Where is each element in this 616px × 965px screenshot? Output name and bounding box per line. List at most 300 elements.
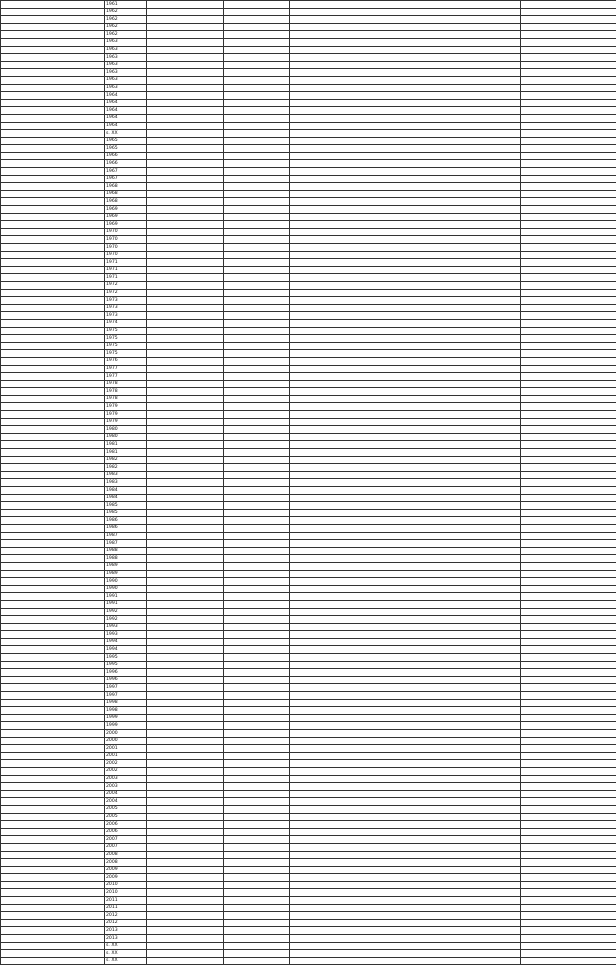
cell-series: [224, 730, 290, 738]
cell-date: 1964: [105, 92, 147, 100]
cell-title: [290, 843, 521, 851]
cell-author: [1, 380, 105, 388]
cell-author: [1, 228, 105, 236]
cell-series: [224, 236, 290, 244]
cell-series: [224, 145, 290, 153]
cell-location: [521, 289, 616, 297]
table-row: [1, 805, 616, 813]
cell-location: [521, 426, 616, 434]
cell-location: [521, 175, 616, 183]
cell-series: [224, 395, 290, 403]
cell-date: 2007: [105, 836, 147, 844]
cell-collection: [147, 578, 224, 586]
cell-collection: [147, 160, 224, 168]
cell-date: 1971: [105, 259, 147, 267]
cell-location: [521, 638, 616, 646]
cell-date: 2001: [105, 745, 147, 753]
cell-location: [521, 281, 616, 289]
table-row: [1, 661, 616, 669]
cell-collection: [147, 471, 224, 479]
cell-date: 2005: [105, 813, 147, 821]
cell-collection: [147, 517, 224, 525]
cell-location: [521, 843, 616, 851]
table-row: [1, 502, 616, 510]
table-row: [1, 479, 616, 487]
cell-title: [290, 137, 521, 145]
cell-date: 1964: [105, 99, 147, 107]
cell-date: 1991: [105, 593, 147, 601]
cell-collection: [147, 418, 224, 426]
cell-author: [1, 198, 105, 206]
cell-author: [1, 365, 105, 373]
cell-location: [521, 38, 616, 46]
cell-collection: [147, 31, 224, 39]
cell-collection: [147, 798, 224, 806]
cell-author: [1, 737, 105, 745]
cell-series: [224, 441, 290, 449]
cell-author: [1, 471, 105, 479]
cell-author: [1, 449, 105, 457]
cell-collection: [147, 388, 224, 396]
cell-date: 1996: [105, 676, 147, 684]
cell-series: [224, 38, 290, 46]
cell-location: [521, 342, 616, 350]
cell-location: [521, 730, 616, 738]
cell-location: [521, 327, 616, 335]
cell-author: [1, 745, 105, 753]
cell-series: [224, 312, 290, 320]
cell-series: [224, 919, 290, 927]
cell-location: [521, 661, 616, 669]
cell-title: [290, 524, 521, 532]
cell-location: [521, 509, 616, 517]
cell-collection: [147, 494, 224, 502]
cell-series: [224, 319, 290, 327]
cell-author: [1, 570, 105, 578]
cell-collection: [147, 365, 224, 373]
cell-author: [1, 76, 105, 84]
cell-series: [224, 23, 290, 31]
cell-author: [1, 464, 105, 472]
cell-location: [521, 790, 616, 798]
cell-author: [1, 881, 105, 889]
cell-location: [521, 1, 616, 9]
cell-collection: [147, 145, 224, 153]
cell-collection: [147, 130, 224, 138]
table-row: [1, 23, 616, 31]
cell-series: [224, 578, 290, 586]
table-row: [1, 312, 616, 320]
cell-location: [521, 532, 616, 540]
cell-collection: [147, 669, 224, 677]
cell-title: [290, 297, 521, 305]
table-row: [1, 168, 616, 176]
cell-author: [1, 38, 105, 46]
cell-series: [224, 206, 290, 214]
table-row: [1, 289, 616, 297]
cell-location: [521, 570, 616, 578]
cell-location: [521, 206, 616, 214]
table-row: [1, 319, 616, 327]
table-row: [1, 380, 616, 388]
cell-author: [1, 752, 105, 760]
cell-date: 1981: [105, 449, 147, 457]
cell-collection: [147, 836, 224, 844]
cell-date: 1985: [105, 502, 147, 510]
cell-location: [521, 889, 616, 897]
cell-date: 2013: [105, 927, 147, 935]
cell-title: [290, 942, 521, 950]
cell-collection: [147, 790, 224, 798]
cell-collection: [147, 631, 224, 639]
cell-collection: [147, 251, 224, 259]
cell-location: [521, 130, 616, 138]
cell-location: [521, 904, 616, 912]
cell-location: [521, 198, 616, 206]
cell-date: 1997: [105, 692, 147, 700]
cell-collection: [147, 395, 224, 403]
cell-date: 1993: [105, 631, 147, 639]
cell-date: 1969: [105, 206, 147, 214]
cell-series: [224, 92, 290, 100]
cell-collection: [147, 426, 224, 434]
cell-series: [224, 532, 290, 540]
cell-date: 2002: [105, 760, 147, 768]
cell-author: [1, 897, 105, 905]
cell-date: 1992: [105, 616, 147, 624]
table-row: [1, 578, 616, 586]
cell-collection: [147, 236, 224, 244]
cell-title: [290, 373, 521, 381]
cell-author: [1, 904, 105, 912]
cell-date: 1969: [105, 221, 147, 229]
cell-date: 1963: [105, 61, 147, 69]
cell-author: [1, 441, 105, 449]
cell-location: [521, 312, 616, 320]
table-row: [1, 669, 616, 677]
cell-author: [1, 866, 105, 874]
table-row: [1, 464, 616, 472]
cell-series: [224, 600, 290, 608]
cell-author: [1, 843, 105, 851]
table-row: [1, 76, 616, 84]
table-row: [1, 745, 616, 753]
cell-location: [521, 380, 616, 388]
cell-collection: [147, 646, 224, 654]
cell-collection: [147, 813, 224, 821]
cell-collection: [147, 54, 224, 62]
cell-author: [1, 433, 105, 441]
cell-series: [224, 813, 290, 821]
cell-title: [290, 99, 521, 107]
cell-title: [290, 289, 521, 297]
cell-date: 1997: [105, 684, 147, 692]
cell-collection: [147, 38, 224, 46]
cell-collection: [147, 297, 224, 305]
cell-date: 1975: [105, 350, 147, 358]
cell-author: [1, 532, 105, 540]
cell-series: [224, 335, 290, 343]
cell-author: [1, 730, 105, 738]
table-row: [1, 616, 616, 624]
cell-series: [224, 228, 290, 236]
cell-series: [224, 190, 290, 198]
cell-location: [521, 395, 616, 403]
cell-date: 1961: [105, 1, 147, 9]
cell-title: [290, 646, 521, 654]
cell-date: 1968: [105, 190, 147, 198]
cell-collection: [147, 950, 224, 958]
cell-author: [1, 935, 105, 943]
cell-series: [224, 714, 290, 722]
table-row: [1, 767, 616, 775]
cell-location: [521, 335, 616, 343]
cell-date: 1974: [105, 319, 147, 327]
cell-collection: [147, 638, 224, 646]
table-row: [1, 31, 616, 39]
cell-title: [290, 927, 521, 935]
cell-series: [224, 616, 290, 624]
cell-author: [1, 555, 105, 563]
cell-collection: [147, 456, 224, 464]
cell-title: [290, 494, 521, 502]
cell-author: [1, 183, 105, 191]
cell-series: [224, 76, 290, 84]
cell-collection: [147, 654, 224, 662]
cell-author: [1, 874, 105, 882]
cell-author: [1, 84, 105, 92]
cell-author: [1, 547, 105, 555]
cell-series: [224, 99, 290, 107]
cell-collection: [147, 889, 224, 897]
table-row: [1, 266, 616, 274]
cell-collection: [147, 730, 224, 738]
table-row: [1, 122, 616, 130]
cell-series: [224, 487, 290, 495]
cell-title: [290, 403, 521, 411]
cell-collection: [147, 380, 224, 388]
cell-author: [1, 114, 105, 122]
cell-location: [521, 517, 616, 525]
table-row: [1, 198, 616, 206]
cell-series: [224, 935, 290, 943]
cell-location: [521, 593, 616, 601]
cell-title: [290, 502, 521, 510]
cell-series: [224, 266, 290, 274]
cell-series: [224, 547, 290, 555]
cell-series: [224, 623, 290, 631]
table-row: [1, 935, 616, 943]
cell-collection: [147, 487, 224, 495]
cell-series: [224, 927, 290, 935]
cell-collection: [147, 904, 224, 912]
table-row: [1, 411, 616, 419]
cell-author: [1, 646, 105, 654]
table-body: [1, 1, 616, 965]
cell-series: [224, 874, 290, 882]
cell-date: 1963: [105, 84, 147, 92]
cell-date: 1986: [105, 524, 147, 532]
cell-collection: [147, 99, 224, 107]
cell-location: [521, 692, 616, 700]
cell-title: [290, 221, 521, 229]
cell-collection: [147, 449, 224, 457]
table-row: [1, 38, 616, 46]
cell-series: [224, 745, 290, 753]
cell-author: [1, 16, 105, 24]
cell-title: [290, 509, 521, 517]
table-row: [1, 775, 616, 783]
cell-series: [224, 175, 290, 183]
table-row: [1, 881, 616, 889]
cell-collection: [147, 881, 224, 889]
cell-date: 2011: [105, 897, 147, 905]
cell-series: [224, 881, 290, 889]
cell-author: [1, 319, 105, 327]
cell-collection: [147, 175, 224, 183]
cell-series: [224, 555, 290, 563]
cell-collection: [147, 213, 224, 221]
cell-author: [1, 266, 105, 274]
table-row: [1, 798, 616, 806]
cell-collection: [147, 357, 224, 365]
cell-series: [224, 859, 290, 867]
cell-author: [1, 616, 105, 624]
cell-series: [224, 426, 290, 434]
cell-collection: [147, 866, 224, 874]
cell-title: [290, 426, 521, 434]
cell-title: [290, 532, 521, 540]
cell-title: [290, 1, 521, 9]
cell-collection: [147, 137, 224, 145]
cell-author: [1, 798, 105, 806]
table-row: [1, 570, 616, 578]
cell-series: [224, 828, 290, 836]
cell-series: [224, 608, 290, 616]
cell-date: s. XX: [105, 130, 147, 138]
table-row: [1, 555, 616, 563]
table-row: [1, 69, 616, 77]
cell-date: 1979: [105, 418, 147, 426]
cell-series: [224, 160, 290, 168]
cell-series: [224, 251, 290, 259]
cell-author: [1, 130, 105, 138]
cell-title: [290, 266, 521, 274]
cell-date: 2009: [105, 874, 147, 882]
cell-collection: [147, 114, 224, 122]
cell-collection: [147, 692, 224, 700]
table-row: [1, 274, 616, 282]
cell-author: [1, 335, 105, 343]
cell-title: [290, 190, 521, 198]
cell-date: 2008: [105, 859, 147, 867]
cell-collection: [147, 745, 224, 753]
cell-date: 1993: [105, 623, 147, 631]
cell-location: [521, 357, 616, 365]
table-row: [1, 600, 616, 608]
cell-series: [224, 411, 290, 419]
cell-author: [1, 722, 105, 730]
cell-location: [521, 418, 616, 426]
cell-author: [1, 631, 105, 639]
cell-date: 1967: [105, 168, 147, 176]
table-row: [1, 509, 616, 517]
cell-author: [1, 145, 105, 153]
cell-title: [290, 61, 521, 69]
cell-title: [290, 760, 521, 768]
cell-author: [1, 206, 105, 214]
table-row: [1, 760, 616, 768]
table-row: [1, 730, 616, 738]
cell-collection: [147, 76, 224, 84]
table-row: [1, 851, 616, 859]
cell-collection: [147, 912, 224, 920]
cell-collection: [147, 335, 224, 343]
cell-title: [290, 745, 521, 753]
cell-collection: [147, 532, 224, 540]
cell-author: [1, 638, 105, 646]
cell-collection: [147, 8, 224, 16]
cell-title: [290, 304, 521, 312]
cell-date: 1994: [105, 638, 147, 646]
cell-location: [521, 145, 616, 153]
cell-title: [290, 69, 521, 77]
cell-date: 1989: [105, 570, 147, 578]
table-row: [1, 524, 616, 532]
table-row: [1, 395, 616, 403]
cell-location: [521, 502, 616, 510]
cell-title: [290, 821, 521, 829]
cell-title: [290, 752, 521, 760]
cell-location: [521, 623, 616, 631]
cell-collection: [147, 433, 224, 441]
cell-date: 1964: [105, 122, 147, 130]
cell-author: [1, 813, 105, 821]
cell-author: [1, 540, 105, 548]
cell-series: [224, 107, 290, 115]
table-row: [1, 54, 616, 62]
cell-series: [224, 950, 290, 958]
cell-series: [224, 722, 290, 730]
cell-series: [224, 168, 290, 176]
cell-location: [521, 600, 616, 608]
cell-location: [521, 16, 616, 24]
cell-series: [224, 821, 290, 829]
cell-collection: [147, 152, 224, 160]
cell-series: [224, 912, 290, 920]
cell-series: [224, 464, 290, 472]
cell-author: [1, 487, 105, 495]
cell-location: [521, 897, 616, 905]
cell-collection: [147, 206, 224, 214]
cell-date: 1964: [105, 107, 147, 115]
table-row: [1, 244, 616, 252]
cell-collection: [147, 266, 224, 274]
cell-location: [521, 251, 616, 259]
cell-title: [290, 365, 521, 373]
cell-series: [224, 365, 290, 373]
cell-title: [290, 517, 521, 525]
cell-collection: [147, 464, 224, 472]
cell-date: 2004: [105, 790, 147, 798]
cell-date: 2006: [105, 828, 147, 836]
cell-collection: [147, 942, 224, 950]
cell-series: [224, 760, 290, 768]
cell-date: 2012: [105, 919, 147, 927]
cell-title: [290, 775, 521, 783]
table-row: [1, 912, 616, 920]
cell-location: [521, 236, 616, 244]
